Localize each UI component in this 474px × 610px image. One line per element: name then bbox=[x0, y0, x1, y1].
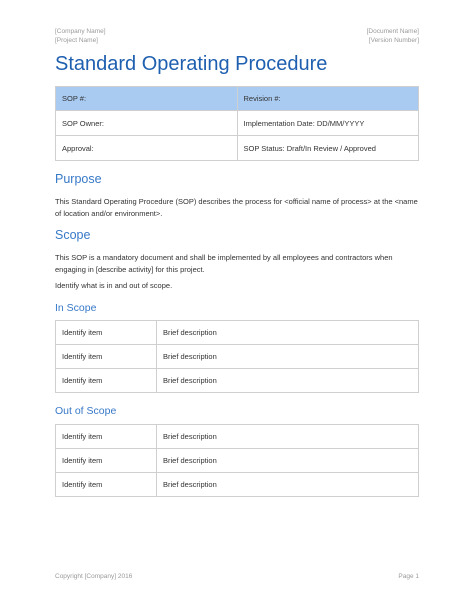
table-row bbox=[56, 87, 419, 111]
table-row bbox=[56, 111, 419, 136]
item-cell: Identify item bbox=[56, 345, 157, 369]
item-cell: Identify item bbox=[56, 321, 157, 345]
header-right bbox=[367, 27, 419, 45]
sop-number-cell: SOP #: bbox=[56, 87, 238, 111]
sop-info-table bbox=[55, 86, 419, 161]
table-row bbox=[56, 425, 419, 449]
description-cell: Brief description bbox=[157, 449, 419, 473]
implementation-date-cell: Implementation Date: DD/MM/YYYY bbox=[237, 111, 419, 136]
footer-copyright: Copyright [Company] 2016 bbox=[55, 573, 133, 580]
purpose-heading: Purpose bbox=[55, 172, 102, 186]
sop-status-cell: SOP Status: Draft/In Review / Approved bbox=[237, 136, 419, 161]
description-cell: Brief description bbox=[157, 321, 419, 345]
revision-cell: Revision #: bbox=[237, 87, 419, 111]
description-cell: Brief description bbox=[157, 473, 419, 497]
table-row bbox=[56, 321, 419, 345]
scope-identify-text: Identify what is in and out of scope. bbox=[55, 281, 173, 290]
table-row bbox=[56, 473, 419, 497]
project-name: [Project Name] bbox=[55, 37, 98, 44]
sop-owner-cell: SOP Owner: bbox=[56, 111, 238, 136]
description-cell: Brief description bbox=[157, 345, 419, 369]
description-cell: Brief description bbox=[157, 425, 419, 449]
document-title: Standard Operating Procedure bbox=[55, 53, 328, 75]
table-row bbox=[56, 136, 419, 161]
purpose-text: This Standard Operating Procedure (SOP) describes the process for <official name of process> at the <name of location and/or environment>. bbox=[55, 197, 418, 218]
document-name: [Document Name] bbox=[366, 28, 419, 35]
item-cell: Identify item bbox=[56, 425, 157, 449]
item-cell: Identify item bbox=[56, 449, 157, 473]
out-of-scope-table bbox=[55, 424, 419, 497]
company-name: [Company Name] bbox=[55, 28, 106, 35]
table-row bbox=[56, 449, 419, 473]
item-cell: Identify item bbox=[56, 369, 157, 393]
version-number: [Version Number] bbox=[368, 37, 419, 44]
scope-heading: Scope bbox=[55, 228, 91, 242]
item-cell: Identify item bbox=[56, 473, 157, 497]
footer-page-number: Page 1 bbox=[398, 573, 419, 580]
approval-cell: Approval: bbox=[56, 136, 238, 161]
scope-text: This SOP is a mandatory document and shall be implemented by all employees and contractors when engaging in [describe activity] for this project. bbox=[55, 253, 393, 274]
in-scope-table bbox=[55, 320, 419, 393]
table-row bbox=[56, 345, 419, 369]
header-left bbox=[55, 27, 106, 45]
table-row bbox=[56, 369, 419, 393]
out-of-scope-heading: Out of Scope bbox=[55, 405, 117, 417]
description-cell: Brief description bbox=[157, 369, 419, 393]
in-scope-heading: In Scope bbox=[55, 302, 97, 314]
